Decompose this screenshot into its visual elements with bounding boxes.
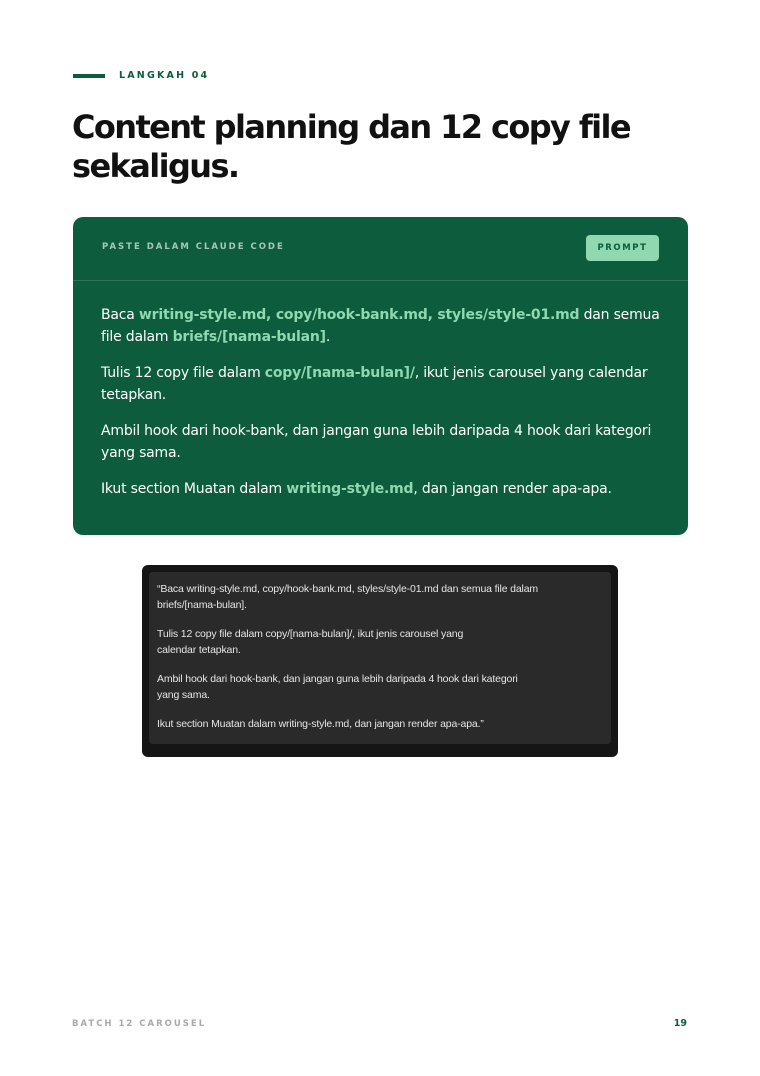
prompt-card: [73, 217, 688, 535]
prompt-highlight: copy/[nama-bulan]/: [264, 365, 415, 381]
prompt-text: .: [325, 328, 331, 345]
screenshot-paragraph: Tulis 12 copy file dalam copy/[nama-bulan]/, ikut jenis carousel yang calendar tetapkan.: [157, 628, 464, 656]
step-accent-line: [73, 74, 105, 78]
prompt-screenshot: [142, 565, 618, 757]
screenshot-paragraph: Ikut section Muatan dalam writing-style.md, dan jangan render apa-apa.”: [157, 718, 484, 730]
prompt-text: Ikut section Muatan dalam: [101, 481, 287, 497]
step-indicator: [73, 70, 209, 81]
step-label: LANGKAH 04: [119, 70, 210, 81]
prompt-card-header: [73, 217, 688, 281]
prompt-card-body: [73, 281, 688, 501]
prompt-card-label: PASTE DALAM CLAUDE CODE: [102, 242, 285, 252]
prompt-paragraph: [101, 479, 660, 501]
prompt-highlight: writing-style.md, copy/hook-bank.md, styles/style-01.md: [138, 307, 580, 323]
prompt-text: , dan jangan render apa-apa.: [413, 481, 612, 497]
screenshot-message-box: [149, 572, 611, 744]
screenshot-paragraph: Ambil hook dari hook-bank, dan jangan guna lebih daripada 4 hook dari kategori yang sama.: [157, 673, 518, 701]
prompt-text: Tulis 12 copy file dalam: [101, 365, 265, 381]
prompt-text: Ambil hook dari hook-bank, dan jangan guna lebih daripada 4 hook dari kategori yang sama.: [101, 423, 652, 461]
prompt-highlight: writing-style.md: [286, 481, 414, 497]
prompt-badge: PROMPT: [586, 235, 659, 261]
footer-doc-title: BATCH 12 CAROUSEL: [72, 1019, 207, 1029]
page-number: 19: [673, 1018, 687, 1029]
prompt-text: dan semua file dalam: [101, 307, 660, 345]
prompt-highlight: briefs/[nama-bulan]: [172, 328, 326, 345]
prompt-text: Baca: [101, 307, 139, 323]
page-title: Content planning dan 12 copy file sekaligus.: [72, 108, 631, 185]
screenshot-paragraph: “Baca writing-style.md, copy/hook-bank.md, styles/style-01.md dan semua file dalam briefs/[nama-bulan].: [157, 583, 539, 611]
prompt-paragraph: [101, 363, 660, 406]
prompt-paragraph: [101, 305, 660, 348]
prompt-text: , ikut jenis carousel yang calendar tetapkan.: [101, 365, 648, 403]
prompt-paragraph: [101, 421, 660, 464]
